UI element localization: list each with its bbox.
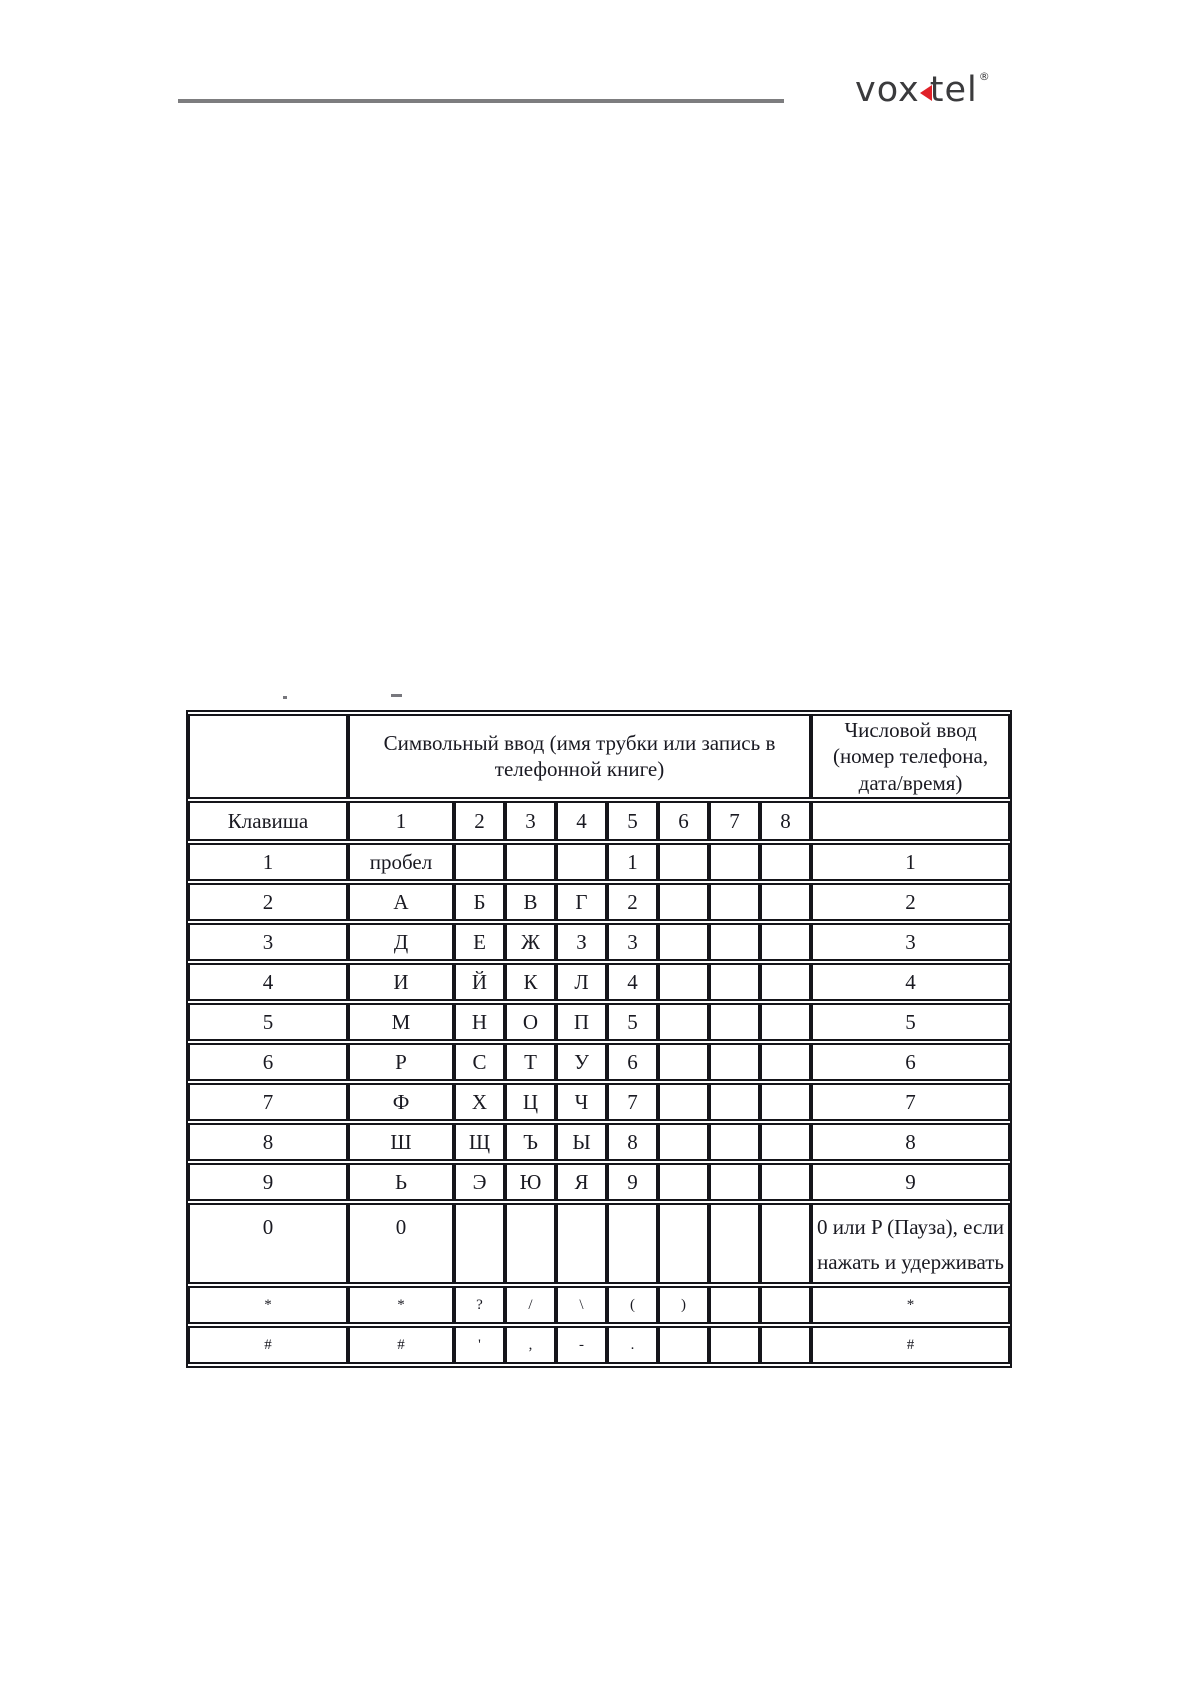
char-cell: ? — [454, 1286, 505, 1324]
char-cell — [658, 883, 709, 921]
char-cell: 0 — [348, 1203, 454, 1284]
table-row — [188, 1083, 1010, 1121]
subheader-press-count: 8 — [760, 801, 811, 841]
table-row — [188, 883, 1010, 921]
char-cell: Р — [348, 1043, 454, 1081]
char-cell — [658, 1326, 709, 1364]
char-cell: ) — [658, 1286, 709, 1324]
logo-text-vox: vox — [855, 70, 920, 110]
char-cell — [658, 1003, 709, 1041]
char-cell: Г — [556, 883, 607, 921]
char-cell: О — [505, 1003, 556, 1041]
char-cell: 5 — [607, 1003, 658, 1041]
header-key-blank-cell — [188, 714, 348, 799]
table-row — [188, 963, 1010, 1001]
char-cell: ( — [607, 1286, 658, 1324]
char-cell: Й — [454, 963, 505, 1001]
char-cell: Б — [454, 883, 505, 921]
char-cell — [709, 843, 760, 881]
numeric-cell: 8 — [811, 1123, 1010, 1161]
char-cell: ' — [454, 1326, 505, 1364]
char-cell — [760, 1203, 811, 1284]
numeric-cell: 2 — [811, 883, 1010, 921]
subheader-press-count: 2 — [454, 801, 505, 841]
char-cell: Ь — [348, 1163, 454, 1201]
logo-registered-mark: ® — [978, 70, 991, 83]
key-cell: 3 — [188, 923, 348, 961]
subheader-press-count: 7 — [709, 801, 760, 841]
subheader-press-count: 1 — [348, 801, 454, 841]
key-cell: 5 — [188, 1003, 348, 1041]
table-row — [188, 1286, 1010, 1324]
char-cell — [454, 1203, 505, 1284]
subheader-numeric-blank-cell — [811, 801, 1010, 841]
char-cell — [505, 843, 556, 881]
char-cell: пробел — [348, 843, 454, 881]
char-cell — [760, 923, 811, 961]
char-cell: # — [348, 1326, 454, 1364]
char-cell: Ц — [505, 1083, 556, 1121]
char-cell: 7 — [607, 1083, 658, 1121]
table-row — [188, 923, 1010, 961]
table-row — [188, 1043, 1010, 1081]
char-cell — [709, 1326, 760, 1364]
key-cell: # — [188, 1326, 348, 1364]
numeric-cell: 5 — [811, 1003, 1010, 1041]
char-cell — [709, 1286, 760, 1324]
char-cell — [505, 1203, 556, 1284]
char-cell — [760, 963, 811, 1001]
subheader-press-count: 6 — [658, 801, 709, 841]
char-cell: В — [505, 883, 556, 921]
numeric-cell: 1 — [811, 843, 1010, 881]
char-cell — [709, 1203, 760, 1284]
table-row — [188, 1203, 1010, 1284]
subheader-press-count: 5 — [607, 801, 658, 841]
char-cell — [556, 1203, 607, 1284]
key-cell: 9 — [188, 1163, 348, 1201]
table-header-row — [188, 714, 1010, 799]
char-cell — [556, 843, 607, 881]
numeric-cell: 3 — [811, 923, 1010, 961]
char-cell — [658, 1123, 709, 1161]
key-cell: 6 — [188, 1043, 348, 1081]
numeric-cell: 9 — [811, 1163, 1010, 1201]
char-cell — [760, 843, 811, 881]
char-cell: З — [556, 923, 607, 961]
char-cell: \ — [556, 1286, 607, 1324]
key-cell: 2 — [188, 883, 348, 921]
char-cell — [709, 923, 760, 961]
header-rule — [178, 99, 784, 103]
char-cell: , — [505, 1326, 556, 1364]
char-cell: Ч — [556, 1083, 607, 1121]
table-row — [188, 1326, 1010, 1364]
numeric-cell: 4 — [811, 963, 1010, 1001]
char-cell: К — [505, 963, 556, 1001]
numeric-cell: * — [811, 1286, 1010, 1324]
subheader-press-count: 3 — [505, 801, 556, 841]
subheader-key-label: Клавиша — [188, 801, 348, 841]
numeric-cell: 0 или P (Пауза), если нажать и удерживать — [811, 1203, 1010, 1284]
char-cell — [658, 1043, 709, 1081]
char-cell: 8 — [607, 1123, 658, 1161]
char-cell: Ъ — [505, 1123, 556, 1161]
char-cell: Э — [454, 1163, 505, 1201]
key-cell: * — [188, 1286, 348, 1324]
logo-text-tel: tel — [929, 70, 978, 110]
char-cell: Щ — [454, 1123, 505, 1161]
key-cell: 4 — [188, 963, 348, 1001]
char-cell: Е — [454, 923, 505, 961]
numeric-cell: 7 — [811, 1083, 1010, 1121]
char-cell — [658, 1163, 709, 1201]
char-cell: И — [348, 963, 454, 1001]
char-cell — [760, 883, 811, 921]
char-cell — [709, 1163, 760, 1201]
char-cell — [760, 1163, 811, 1201]
char-cell: У — [556, 1043, 607, 1081]
char-cell: 6 — [607, 1043, 658, 1081]
char-cell: Д — [348, 923, 454, 961]
char-cell: Ф — [348, 1083, 454, 1121]
char-cell — [658, 923, 709, 961]
char-cell — [760, 1083, 811, 1121]
char-cell: А — [348, 883, 454, 921]
scan-artifact-dash — [391, 694, 402, 697]
char-cell: 3 — [607, 923, 658, 961]
char-cell — [760, 1043, 811, 1081]
char-cell — [709, 963, 760, 1001]
voxtel-logo — [855, 68, 991, 112]
char-cell — [709, 1083, 760, 1121]
char-cell: С — [454, 1043, 505, 1081]
subheader-press-count: 4 — [556, 801, 607, 841]
table-row — [188, 1163, 1010, 1201]
char-cell — [658, 843, 709, 881]
char-cell: Ы — [556, 1123, 607, 1161]
scan-artifact-dot — [283, 696, 287, 699]
char-cell — [454, 843, 505, 881]
numeric-cell: 6 — [811, 1043, 1010, 1081]
char-cell: 4 — [607, 963, 658, 1001]
char-cell: - — [556, 1326, 607, 1364]
char-cell: 1 — [607, 843, 658, 881]
char-cell: П — [556, 1003, 607, 1041]
char-cell — [760, 1003, 811, 1041]
char-cell — [709, 1123, 760, 1161]
table-row — [188, 1003, 1010, 1041]
char-cell: Ю — [505, 1163, 556, 1201]
char-cell: 9 — [607, 1163, 658, 1201]
header-symbolic-input: Символьный ввод (имя трубки или запись в телефонной книге) — [348, 714, 811, 799]
char-cell — [658, 963, 709, 1001]
char-cell — [658, 1083, 709, 1121]
char-cell: Я — [556, 1163, 607, 1201]
table-row — [188, 1123, 1010, 1161]
char-cell — [709, 1003, 760, 1041]
char-cell: . — [607, 1326, 658, 1364]
char-cell — [658, 1203, 709, 1284]
char-cell: Х — [454, 1083, 505, 1121]
key-cell: 1 — [188, 843, 348, 881]
char-cell: Ж — [505, 923, 556, 961]
keypad-mapping-table — [186, 710, 1012, 1368]
numeric-cell: # — [811, 1326, 1010, 1364]
char-cell: / — [505, 1286, 556, 1324]
char-cell: Ш — [348, 1123, 454, 1161]
key-cell: 7 — [188, 1083, 348, 1121]
header-numeric-input: Числовой ввод (номер телефона, дата/время) — [811, 714, 1010, 799]
char-cell — [709, 883, 760, 921]
table-row — [188, 843, 1010, 881]
key-cell: 0 — [188, 1203, 348, 1284]
char-cell — [760, 1286, 811, 1324]
char-cell: Л — [556, 963, 607, 1001]
char-cell: Т — [505, 1043, 556, 1081]
table-subheader-row — [188, 801, 1010, 841]
char-cell: М — [348, 1003, 454, 1041]
key-cell: 8 — [188, 1123, 348, 1161]
char-cell: 2 — [607, 883, 658, 921]
table-body — [188, 843, 1010, 1364]
char-cell — [709, 1043, 760, 1081]
char-cell — [760, 1123, 811, 1161]
char-cell — [760, 1326, 811, 1364]
char-cell — [607, 1203, 658, 1284]
char-cell: * — [348, 1286, 454, 1324]
char-cell: Н — [454, 1003, 505, 1041]
